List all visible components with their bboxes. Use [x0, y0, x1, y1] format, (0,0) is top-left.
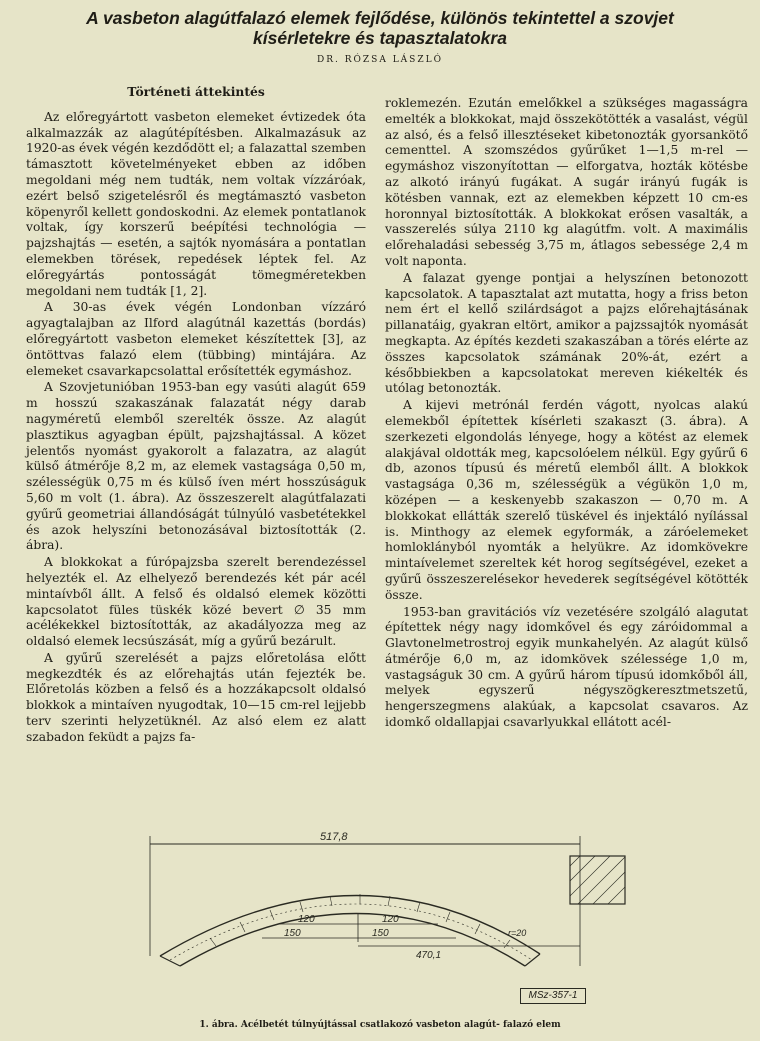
figure-caption: 1. ábra. Acélbetét túlnyújtással csatlakozó vasbeton alagút- falazó elem: [199, 1020, 561, 1030]
dimension-label-517: 517,8: [320, 831, 348, 843]
paragraph: A gyűrű szerelését a pajzs előretolása előtt megkezdték és az előrehajtás után fejezték be. Előretolás közben a felső és a hozzákapcsolt oldalsó blokkok a mintaíven nyugodtak, 10—15 cm-rel lejjebb terv szerinti helyzetüknél. Az alsó elem ez alatt szabadon feküdt a pajzs fa-: [26, 650, 366, 744]
radius-label: r=20: [508, 928, 527, 938]
arch-inner: [180, 914, 525, 967]
paragraph: roklemezén. Ezután emelőkkel a szükséges magasságra emelték a blokkokat, majd összekötötték a vasalást, végül az alsó, és a felső illesztéseket kibetonozták gyorsankötő cementtel. A szomszédos gyűrűket 1—1,5 m-rel — egymáshoz viszonyítottan — elforgatva, hozták kötésbe az alkotó irányú fugákat. A sugár irányú fugák is kötésben vannak, ezt az elemekben képzett 10 cm-es horonnyal biztosították. A blokkokat erősen vasalták, a vasszerelés súlya 2110 kg alagútfm. volt. A maximális előrehaladási sebesség 3,75 m, átlagos sebessége 2,4 m volt naponta.: [385, 96, 748, 268]
article-title: [20, 8, 740, 48]
right-column: [385, 96, 748, 731]
dimension-label-470: 470,1: [416, 950, 442, 961]
paragraph: A blokkokat a fúrópajzsba szerelt berendezéssel helyezték el. Az elhelyező berendezés két pár acél mintaívből állt. A felső és oldalsó elemek közötti kapcsolatot füles tüskék közé bevert ∅ 35 mm acélékekkel biztosították, az akadályozza meg az oldalsó elemek lecsúszását, míg a gyűrű bezárult.: [26, 555, 366, 649]
paragraph: A Szovjetunióban 1953-ban egy vasúti alagút 659 m hosszú szakaszának falazatát négy darab nagyméretű elemből szerelték össze. Az alagút plasztikus agyagban épült, pajzshajtással. A közet jelentős nyomást gyakorolt a falazatra, az alagút külső átmérője 8,2 m, az elemek vastagsága 0,50 m, szélességük 0,75 m és külső íven mért hosszúságuk 5,60 m volt (1. ábra). Az összeszerelt alagútfalazati gyűrű geometriai állandóságát túlnyúló vasbetétekkel és azok helyszíni betonozásával biztosították (2. ábra).: [26, 380, 366, 553]
dimension-label-120-right: 120: [382, 914, 399, 925]
dimension-label-150-left: 150: [284, 928, 301, 939]
paragraph: Az előregyártott vasbeton elemeket évtizedek óta alkalmazzák az alagútépítésben. Alkalmazásuk az 1920-as évek végén kezdődött el; a falazattal szemben támasztott követelményeket ebben az időben megoldani még nem tudták, nem voltak vízzáróak, ezért belső szigetelésről és megtámasztó vasbeton köpenyről kellett gondoskodni. Az elemek pontatlanok voltak, így korszerű beépítési technológia — pajzshajtás — esetén, a sajtók nyomására a pontatlan elemekben törések, repedések léptek fel. Az előregyártás pontosságát tömegméretekben megoldani nem tudták [1, 2].: [26, 109, 366, 298]
paragraph: A kijevi metrónál ferdén vágott, nyolcas alakú elemekből építettek kísérleti szakaszt (3. ábra). A szerkezeti elgondolás lényege, hogy a kötést az elemek alakjával oldották meg, kapcsolóelem nélkül. Egy gyűrű 6 db, azonos típusú és méretű elemből állt. A blokkok vastagsága 0,36 m, szélességük a végükön 1,0 m, középen — a keskenyebb szakaszon — 0,70 m. A blokkokat ellátták szerelő tüskével és injektáló nyílással is. Minthogy az elemek egyformák, a záróelemeket homloklányból nyomták a helyükre. Az idomkövekre mintaívelemet szereltek két horog segítségével, ezeket a gyűrű összeszerelésekor hevederek segítségével kötötték össze.: [385, 398, 748, 602]
paragraph: 1953-ban gravitációs víz vezetésére szolgáló alagutat építettek négy nagy idomkővel és egy záróidommal a Glavtonelmetrostroj egyik munkahelyén. Az alagút külső átmérője 6,0 m, az idomkövek szélessége 1,0 m, vastagságuk 30 cm. A gyűrű három típusú idomkőből áll, melyek egyszerű négyszögkeresztmetszetű, hengerszegmens alakúak, a kapcsolat csavaros. Az idomkő oldallapjai csavarlyukkal ellátott acél-: [385, 604, 748, 730]
dimension-label-120-left: 120: [298, 914, 315, 925]
rebar-hatching: [210, 894, 510, 948]
author: DR. RÓZSA LÁSZLÓ: [317, 55, 443, 65]
dimension-label-150-right: 150: [372, 928, 389, 939]
paragraph: A falazat gyenge pontjai a helyszínen betonozott kapcsolatok. A tapasztalat azt mutatta, hogy a friss beton nem ért el kellő szilárdságot a pajzs előrehajtásának pillanatáig, gyakran eltört, amikor a pajzssajtók nyomását megkapta. Az építés kezdeti szakaszában a törés elérte az összes kapcsolatok számának 20%-át, ezért a későbbiekben a kapcsolatokat mereven kiékelték és utólag betonozták.: [385, 270, 748, 396]
title-line-1: A vasbeton alagútfalazó elemek fejlődése, különös tekintettel a szovjet: [86, 8, 674, 28]
title-line-2: kísérletekre és tapasztalatokra: [253, 28, 507, 48]
section-heading: Történeti áttekintés: [127, 84, 265, 99]
paragraph: A 30-as évek végén Londonban vízzáró agyagtalajban az Ilford alagútnál kazettás (bordás) előregyártott vasbeton elemeket készítettek [3], az öntöttvas falazó elem (tübbing) mintájára. Az elemeket csavarkapcsolattal erősítették egymáshoz.: [26, 300, 366, 378]
left-column: [26, 84, 366, 746]
drawing-number-stamp: MSz-357-1: [520, 988, 586, 1004]
